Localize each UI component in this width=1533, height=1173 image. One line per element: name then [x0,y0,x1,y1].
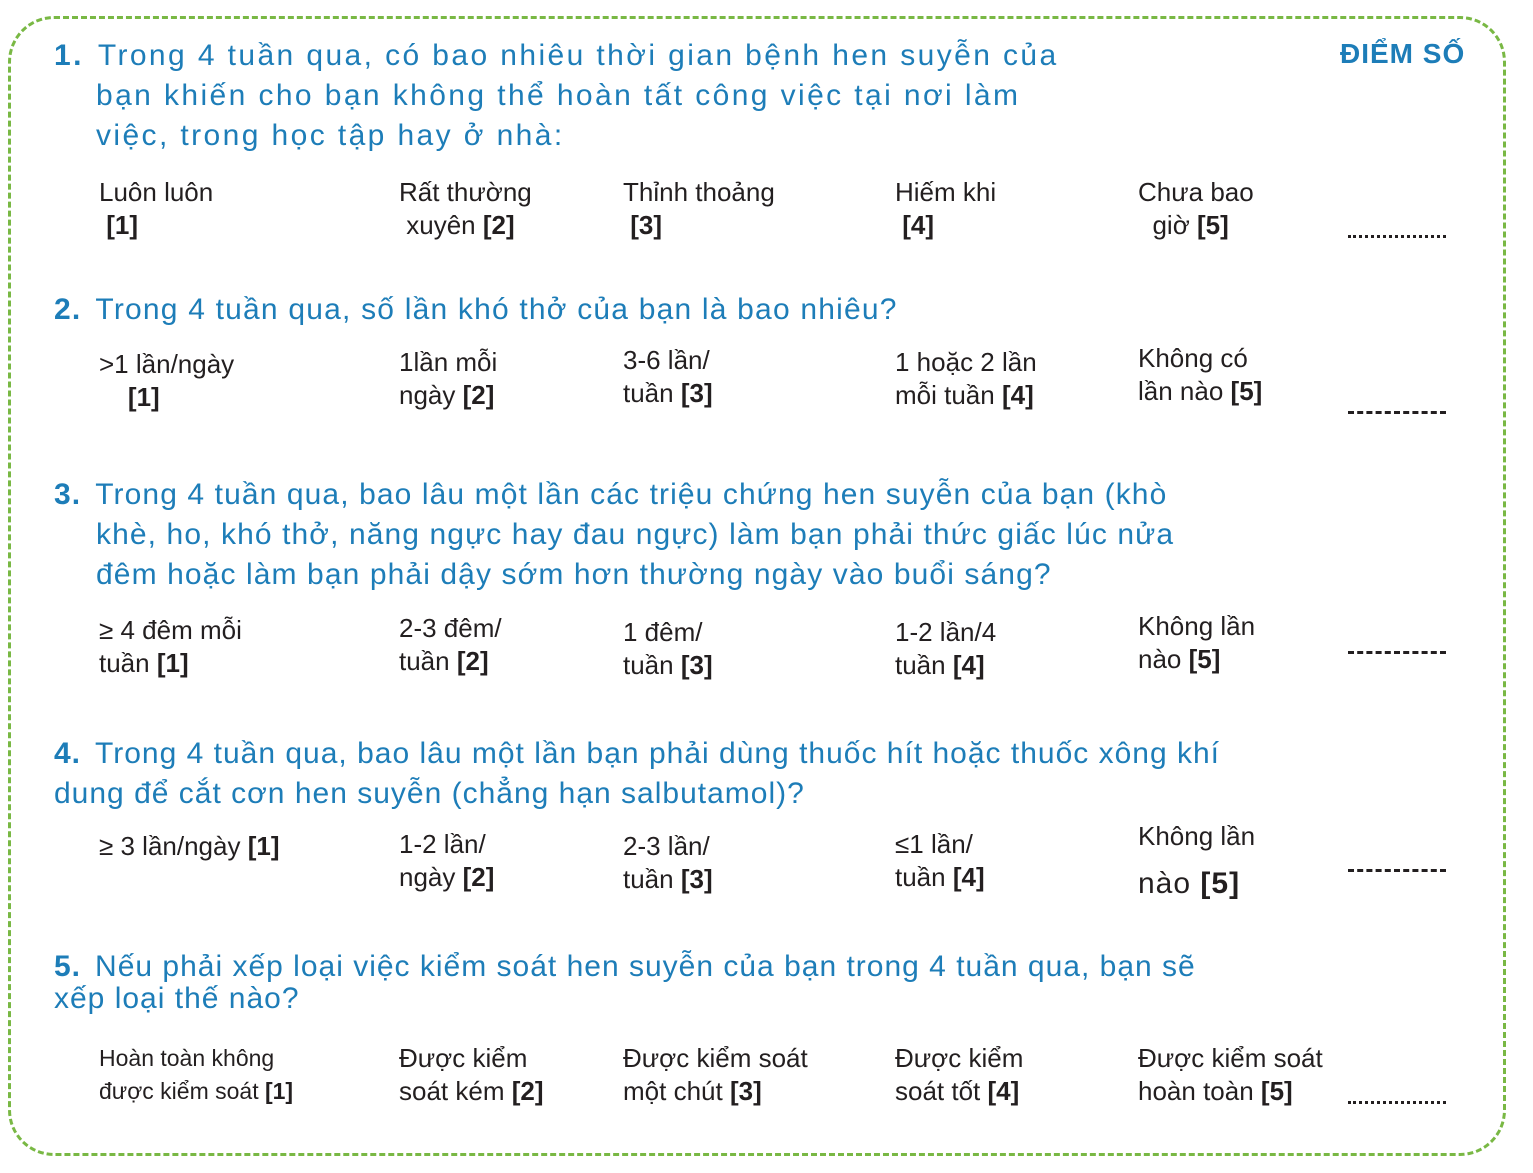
answer-option[interactable]: ≥ 3 lần/ngày [1] [99,831,280,861]
question-number: 4. [54,737,82,770]
question-4 [54,734,1220,814]
answer-option[interactable]: Không có lần nào [5] [1138,343,1263,406]
answer-option[interactable]: ≥ 4 đêm mỗi tuần [1] [99,615,242,678]
question-text: khè, ho, khó thở, năng ngực hay đau ngực) làm bạn phải thức giấc lúc nửa [96,518,1175,551]
answer-option[interactable]: 1-2 lần/ ngày [2] [399,829,495,892]
score-blank[interactable] [1348,235,1446,238]
question-1 [54,36,1059,156]
answer-option[interactable]: 1lần mỗi ngày [2] [399,347,498,410]
question-text: Trong 4 tuần qua, có bao nhiêu thời gian bệnh hen suyễn của [97,39,1059,72]
answer-option[interactable]: 3-6 lần/ tuần [3] [623,345,713,408]
question-number: 1. [54,39,84,72]
answer-option[interactable]: 1-2 lần/4 tuần [4] [895,617,997,680]
answer-option[interactable]: Được kiểm soát hoàn toàn [5] [1138,1043,1323,1106]
question-text: dung để cắt cơn hen suyễn (chẳng hạn salbutamol)? [54,777,805,810]
answer-option[interactable]: Không lần nào [5] [1138,611,1256,674]
question-number: 3. [54,478,82,511]
question-text: xếp loại thế nào? [54,982,300,1015]
answer-option[interactable]: 2-3 đêm/ tuần [2] [399,613,502,676]
answer-option[interactable]: Thỉnh thoảng [3] [623,177,775,240]
question-text: việc, trong học tập hay ở nhà: [96,119,565,152]
answer-option[interactable]: Hoàn toàn không được kiểm soát [1] [99,1045,294,1104]
question-number: 2. [54,293,82,326]
question-2 [54,290,898,330]
answer-option[interactable]: Luôn luôn [1] [99,177,214,240]
answer-option[interactable]: 1 hoặc 2 lần mỗi tuần [4] [895,347,1037,410]
answer-option[interactable]: 1 đêm/ tuần [3] [623,617,713,680]
score-column-header: ĐIỂM SỐ [1340,38,1466,69]
question-number: 5. [54,950,82,983]
score-blank[interactable] [1348,1101,1446,1104]
answer-option[interactable]: Chưa bao giờ [5] [1138,177,1254,240]
score-blank[interactable] [1348,411,1446,414]
question-text: Trong 4 tuần qua, bao lâu một lần bạn phải dùng thuốc hít hoặc thuốc xông khí [95,737,1221,770]
question-text: đêm hoặc làm bạn phải dậy sớm hơn thường ngày vào buổi sáng? [96,558,1052,591]
answer-option[interactable]: 2-3 lần/ tuần [3] [623,831,713,894]
question-text: bạn khiến cho bạn không thể hoàn tất công việc tại nơi làm [96,79,1021,112]
answer-option[interactable]: Được kiểm soát kém [2] [399,1043,544,1106]
answer-option[interactable]: Hiếm khi [4] [895,177,997,240]
question-5 [54,951,1196,1015]
answer-option[interactable]: Không lần nào [5] [1138,821,1256,900]
answer-option[interactable]: Được kiểm soát một chút [3] [623,1043,808,1106]
score-blank[interactable] [1348,651,1446,654]
question-text: Nếu phải xếp loại việc kiểm soát hen suyễn của bạn trong 4 tuần qua, bạn sẽ [95,950,1196,983]
answer-option[interactable]: >1 lần/ngày [1] [99,349,235,412]
question-text: Trong 4 tuần qua, số lần khó thở của bạn là bao nhiêu? [95,293,898,326]
question-text: Trong 4 tuần qua, bao lâu một lần các triệu chứng hen suyễn của bạn (khò [95,478,1168,511]
question-3 [54,475,1174,595]
answer-option[interactable]: Được kiểm soát tốt [4] [895,1043,1024,1106]
score-blank[interactable] [1348,869,1446,872]
answer-option[interactable]: Rất thường xuyên [2] [399,177,532,240]
answer-option[interactable]: ≤1 lần/ tuần [4] [895,829,985,892]
